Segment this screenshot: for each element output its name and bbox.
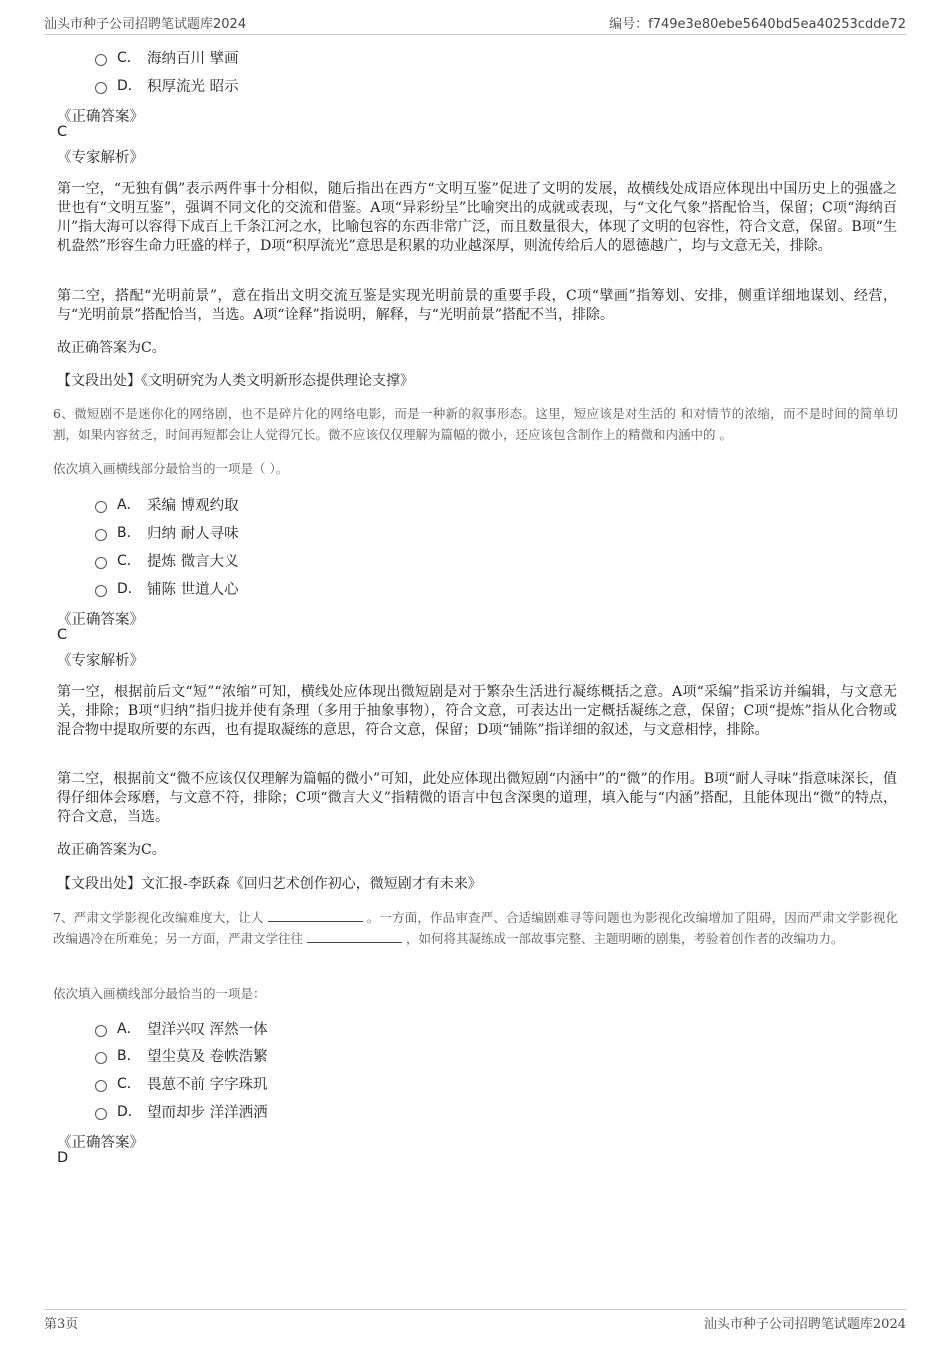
- q6-option-a[interactable]: [95, 494, 239, 514]
- option-text: 望洋兴叹 浑然一体: [147, 1021, 268, 1038]
- option-letter: B．: [117, 525, 141, 541]
- question-text-part: 。一方面，作品审查严、合适编剧难寻等问题也为影视化改编增加了阻碍，因而严肃文学影视化改编遇冷在所难免；另一方面，严肃文学往往: [53, 910, 898, 946]
- analysis-conclusion: 故正确答案为C。: [57, 340, 166, 356]
- answer-label: 《正确答案》: [57, 109, 144, 125]
- analysis-paragraph: 第二空，根据前文“微不应该仅仅理解为篇幅的微小”可知，此处应体现出微短剧“内涵中”的“微”的作用。B项“耐人寻味”指意味深长，值得仔细体会琢磨，与文意不符，排除；C项“微言大义”指精微的语言中包含深奥的道理，填入能与“内涵”搭配，且能体现出“微”的特点，符合文意，当选。: [57, 771, 897, 825]
- radio-icon[interactable]: [95, 1080, 107, 1092]
- q6-option-d[interactable]: [95, 578, 239, 598]
- option-text: 提炼 微言大义: [147, 553, 239, 570]
- answer-label: 《正确答案》: [57, 612, 144, 628]
- question-text: 6、微短剧不是迷你化的网络剧，也不是碎片化的网络电影，而是一种新的叙事形态。这里，短应该是对生活的 和对情节的浓缩，而不是时间的简单切割，如果内容贫乏，时间再短都会让人觉得冗长。微不应该仅仅理解为篇幅的微小，还应该包含制作上的精微和内涵中的 。: [53, 406, 898, 442]
- option-letter: A．: [117, 497, 141, 513]
- option-letter: D．: [117, 1104, 142, 1120]
- analysis-label: 《专家解析》: [57, 150, 144, 166]
- option-letter: C．: [117, 50, 141, 66]
- option-text: 望尘莫及 卷帙浩繁: [147, 1048, 268, 1065]
- q5-option-d[interactable]: [95, 75, 239, 95]
- header-title: 汕头市种子公司招聘笔试题库2024: [44, 17, 247, 32]
- answer-label: 《正确答案》: [57, 1135, 144, 1151]
- option-text: 望而却步 洋洋洒洒: [147, 1104, 268, 1121]
- footer-divider: [44, 1309, 906, 1310]
- analysis-paragraph: 第一空，“无独有偶”表示两件事十分相似，随后指出在西方“文明互鉴”促进了文明的发展，故横线处成语应体现出中国历史上的强盛之世也有“文明互鉴”，强调不同文化的交流和借鉴。A项“异彩纷呈”比喻突出的成就或表现，与“文化气象”搭配恰当，保留；C项“海纳百川”指大海可以容得下成百上千条江河之水，比喻包容的东西非常广泛，而且数量很大，体现了文明的包容性，符合文意，保留。B项“生机盎然”形容生命力旺盛的样子，D项“积厚流光”意思是积累的功业越深厚，则流传给后人的恩德越广，均与文意无关，排除。: [57, 181, 897, 254]
- answer-value: D: [57, 1150, 69, 1166]
- option-text: 采编 博观约取: [147, 497, 239, 514]
- option-letter: C．: [117, 1076, 141, 1092]
- radio-icon[interactable]: [95, 1052, 107, 1064]
- option-letter: D．: [117, 78, 142, 94]
- source-citation: 【文段出处】《文明研究为人类文明新形态提供理论支撑》: [57, 373, 414, 389]
- option-letter: B．: [117, 1048, 141, 1064]
- radio-icon[interactable]: [95, 557, 107, 569]
- fill-blank: [307, 930, 402, 943]
- q7-option-d[interactable]: [95, 1101, 268, 1121]
- radio-icon[interactable]: [95, 529, 107, 541]
- header-divider: [44, 34, 906, 35]
- q6-option-c[interactable]: [95, 550, 239, 570]
- option-text: 海纳百川 擘画: [147, 50, 239, 67]
- question-text: [53, 907, 898, 949]
- radio-icon[interactable]: [95, 1108, 107, 1120]
- option-text: 畏葸不前 字字珠玑: [147, 1076, 268, 1093]
- question-prompt: 依次填入画横线部分最恰当的一项是：: [53, 986, 266, 1001]
- option-letter: A．: [117, 1021, 141, 1037]
- option-letter: D．: [117, 581, 142, 597]
- radio-icon[interactable]: [95, 1025, 107, 1037]
- question-text-part: 7、严肃文学影视化改编难度大，让人: [53, 910, 264, 925]
- page-number: 第3页: [44, 1317, 79, 1332]
- radio-icon[interactable]: [95, 501, 107, 513]
- footer-title: 汕头市种子公司招聘笔试题库2024: [703, 1317, 906, 1332]
- answer-value: C: [57, 124, 68, 140]
- radio-icon[interactable]: [95, 54, 107, 66]
- option-letter: C．: [117, 553, 141, 569]
- analysis-paragraph: 第一空，根据前后文“短”“浓缩”可知，横线处应体现出微短剧是对于繁杂生活进行凝练概括之意。A项“采编”指采访并编辑，与文意无关，排除；B项“归纳”指归拢并使有条理（多用于抽象事物），符合文意，可表达出一定概括凝练之意，保留；C项“提炼”指从化合物或混合物中提取所要的东西，也有提取凝练的意思，符合文意，保留；D项“铺陈”指详细的叙述，与文意相悖，排除。: [57, 684, 897, 738]
- q7-option-a[interactable]: [95, 1018, 268, 1038]
- q5-option-c[interactable]: [95, 47, 239, 67]
- source-citation: 【文段出处】文汇报-李跃森《回归艺术创作初心，微短剧才有未来》: [57, 876, 482, 892]
- option-text: 积厚流光 昭示: [147, 78, 239, 95]
- analysis-conclusion: 故正确答案为C。: [57, 842, 166, 858]
- option-text: 归纳 耐人寻味: [147, 525, 239, 542]
- q6-option-b[interactable]: [95, 522, 239, 542]
- analysis-paragraph: 第二空，搭配“光明前景”，意在指出文明交流互鉴是实现光明前景的重要手段，C项“擘画”指筹划、安排，侧重详细地谋划、经营，与“光明前景”搭配恰当，当选。A项“诠释”指说明，解释，与“光明前景”搭配不当，排除。: [57, 288, 897, 323]
- question-text-part: ，如何将其凝练成一部故事完整、主题明晰的剧集，考验着创作者的改编功力。: [405, 931, 844, 946]
- q7-option-b[interactable]: [95, 1045, 268, 1065]
- radio-icon[interactable]: [95, 585, 107, 597]
- question-prompt: 依次填入画横线部分最恰当的一项是（ ）。: [53, 461, 289, 476]
- q7-option-c[interactable]: [95, 1073, 268, 1093]
- fill-blank: [268, 909, 363, 922]
- document-id: 编号：f749e3e80ebe5640bd5ea40253cdde72: [609, 17, 906, 32]
- analysis-label: 《专家解析》: [57, 653, 144, 669]
- radio-icon[interactable]: [95, 82, 107, 94]
- option-text: 铺陈 世道人心: [147, 581, 239, 598]
- answer-value: C: [57, 627, 68, 643]
